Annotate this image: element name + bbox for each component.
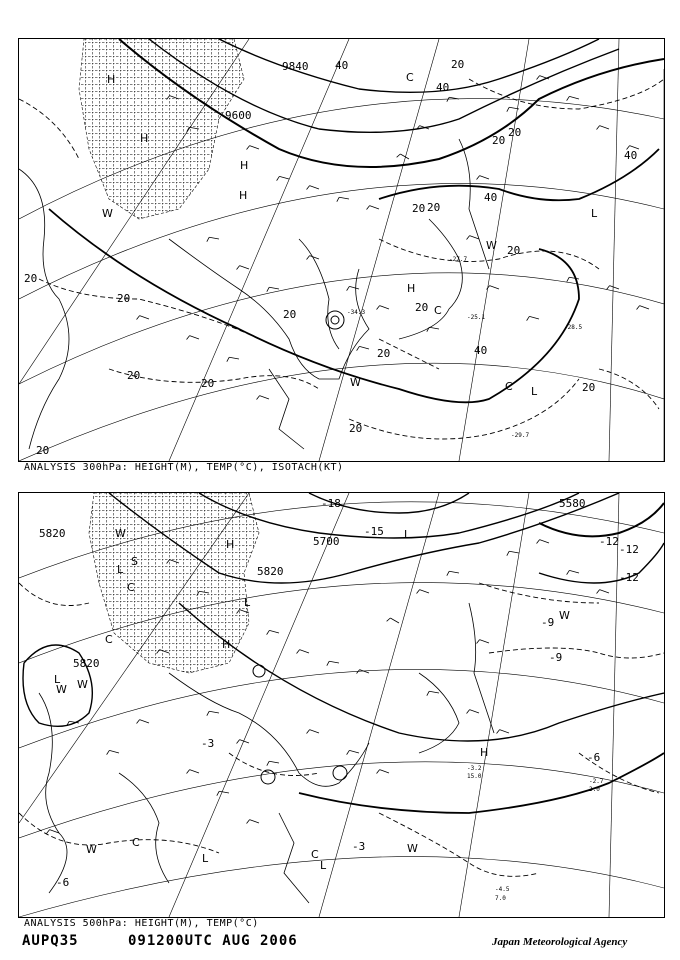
isotach-label: 20 — [507, 244, 521, 257]
wind-barb-flag — [447, 97, 449, 101]
center-mark: H — [239, 189, 248, 202]
height-label: 5820 — [73, 657, 100, 670]
center-mark: C — [127, 581, 135, 594]
wind-barb-flag — [597, 126, 600, 130]
wind-barb-flag — [227, 357, 229, 361]
isotach-label: 20 — [415, 301, 429, 314]
wind-barb — [400, 154, 409, 159]
isotach-label: 20 — [377, 347, 391, 360]
wind-barb — [310, 730, 319, 733]
wind-barb-flag — [467, 710, 470, 714]
wind-barb-flag — [137, 720, 140, 724]
wind-barb — [250, 146, 259, 149]
wind-barb-flag — [377, 306, 380, 310]
isotach-label: 20 — [412, 202, 426, 215]
height-label: 9840 — [282, 60, 309, 73]
isotach-label: 20 — [508, 126, 522, 139]
wind-barb — [329, 661, 339, 663]
wind-barb — [190, 336, 199, 339]
terrain-hatch — [89, 493, 259, 673]
wind-barb-flag — [607, 286, 610, 290]
wind-barb-flag — [527, 316, 530, 320]
wind-barb — [480, 176, 489, 179]
isotach-label: 40 — [335, 59, 349, 72]
wind-barb-flag — [567, 570, 570, 574]
wind-barb-flag — [357, 346, 360, 350]
center-mark: W — [102, 207, 113, 220]
wind-barb — [349, 750, 359, 753]
wind-barb-flag — [337, 197, 339, 201]
wind-barb — [540, 540, 549, 543]
center-mark: C — [434, 304, 442, 317]
wind-barb — [500, 730, 509, 733]
wind-barb-flag — [507, 107, 509, 111]
map-panel-500hpa — [18, 492, 665, 918]
center-mark: H — [140, 132, 149, 145]
wind-barb-flag — [307, 730, 310, 734]
center-mark: L — [404, 528, 411, 541]
wind-barb — [640, 306, 649, 309]
isotach-label: 20 — [283, 308, 297, 321]
isotach-label: 40 — [484, 191, 498, 204]
wind-barb — [529, 316, 539, 319]
wind-barb — [569, 96, 579, 99]
wind-barb-flag — [477, 640, 480, 644]
station-value: 15.0 — [467, 773, 482, 780]
isotach-label: 20 — [582, 381, 596, 394]
wind-barb-flag — [257, 396, 260, 400]
agency-credit: Japan Meteorological Agency — [492, 936, 628, 948]
isotach-label: 40 — [474, 344, 488, 357]
center-mark: C — [505, 380, 513, 393]
wind-barb-flag — [427, 691, 429, 695]
center-mark: L — [202, 852, 209, 865]
station-value: -3.2 — [467, 765, 482, 772]
isotach-label: 20 — [117, 292, 131, 305]
temp-label: -12 — [619, 543, 639, 556]
wind-barb — [429, 691, 439, 693]
center-mark: H — [226, 538, 235, 551]
center-mark: C — [406, 71, 414, 84]
wind-barb-flag — [427, 327, 429, 331]
temp-label: -9 — [541, 616, 555, 629]
wind-barb-flag — [247, 146, 250, 150]
wind-barb — [209, 237, 219, 239]
center-mark: W — [86, 843, 97, 856]
station-value: -29.7 — [511, 432, 530, 439]
station-value: 2.0 — [589, 786, 600, 793]
height-label: 9600 — [225, 109, 252, 122]
caption-500hpa: ANALYSIS 500hPa: HEIGHT(M), TEMP(°C) — [24, 918, 259, 929]
wind-barb — [490, 286, 499, 289]
isotach-label: 40 — [624, 149, 638, 162]
center-mark: H — [222, 638, 231, 651]
temp-label: -15 — [364, 525, 384, 538]
center-mark: L — [54, 673, 61, 686]
wind-barb-flag — [277, 176, 280, 180]
wind-barb — [349, 286, 359, 289]
wind-barb — [600, 126, 609, 129]
wind-barb-flag — [377, 770, 380, 774]
wind-barb-flag — [537, 76, 540, 80]
wind-barb-flag — [507, 551, 509, 555]
station-value: 7.0 — [495, 895, 506, 902]
center-mark: W — [115, 527, 126, 540]
center-mark: L — [244, 596, 251, 609]
coastlines — [19, 139, 489, 449]
wind-barb — [509, 551, 519, 553]
wind-barb-flag — [497, 730, 500, 734]
wind-barb — [380, 306, 389, 309]
isotach-label: 20 — [451, 58, 465, 71]
wind-barb-flag — [137, 316, 140, 320]
isotach-label: 20 — [36, 444, 50, 457]
wind-barb — [359, 346, 369, 349]
wind-barb — [429, 327, 439, 329]
wind-barb — [470, 236, 479, 239]
temp-label: -18 — [321, 497, 341, 510]
wind-barb — [569, 277, 579, 279]
circled-station — [326, 311, 344, 329]
temp-label: -3 — [201, 737, 215, 750]
wind-barb — [310, 256, 319, 259]
isotach-label: 20 — [201, 377, 215, 390]
wind-barb-flag — [207, 237, 209, 241]
wind-barb-flag — [187, 336, 190, 340]
wind-barb — [380, 770, 389, 773]
wind-barb — [339, 197, 349, 199]
wind-barb — [269, 630, 279, 633]
wind-barb — [219, 791, 229, 793]
wind-barb-flag — [217, 791, 219, 795]
station-value: -27.7 — [449, 256, 468, 263]
wind-barb-flag — [477, 176, 480, 180]
wind-barb-flag — [307, 186, 310, 190]
wind-barb — [420, 590, 429, 593]
wind-barb-flag — [307, 256, 310, 260]
map-canvas-300hpa — [19, 39, 664, 461]
wind-barb — [610, 286, 619, 289]
center-mark: L — [591, 207, 598, 220]
wind-barb-flag — [107, 750, 110, 754]
center-mark: C — [105, 633, 113, 646]
wind-barb-flag — [397, 154, 401, 157]
wind-barb — [300, 650, 309, 653]
wind-barb-flag — [207, 711, 209, 715]
center-mark: W — [350, 376, 361, 389]
temp-label: -9 — [549, 651, 563, 664]
isotach-label: 20 — [24, 272, 38, 285]
center-mark: H — [480, 746, 489, 759]
center-mark: W — [77, 678, 88, 691]
wind-barb-flag — [567, 96, 570, 100]
wind-barb-flag — [237, 740, 240, 744]
wind-barb — [260, 396, 269, 399]
wind-barb — [370, 206, 379, 209]
wind-barb-flag — [47, 830, 50, 834]
temp-label: -3 — [352, 840, 366, 853]
station-value: -34.3 — [347, 309, 366, 316]
isotach-label: 40 — [436, 81, 450, 94]
wind-barb — [140, 316, 149, 319]
station-values — [467, 765, 604, 902]
wind-barb-flag — [267, 761, 269, 765]
wind-barb — [569, 570, 579, 573]
center-mark: S — [131, 555, 138, 568]
wind-barb-flag — [237, 266, 240, 270]
height-label: 5580 — [559, 497, 586, 510]
isotach-label: 20 — [492, 134, 506, 147]
temp-label: -12 — [599, 535, 619, 548]
center-mark: H — [240, 159, 249, 172]
wind-barb-flag — [597, 590, 600, 594]
isotach-label: 20 — [349, 422, 363, 435]
wind-barb-flag — [247, 820, 250, 824]
wind-barb — [209, 711, 219, 713]
wind-barb-flag — [347, 750, 350, 754]
wind-barb-flag — [387, 618, 391, 621]
wind-barb-flag — [267, 630, 270, 634]
caption-300hpa: ANALYSIS 300hPa: HEIGHT(M), TEMP(°C), ISOTACH(KT) — [24, 462, 344, 473]
temp-label: -12 — [619, 571, 639, 584]
wind-barb — [480, 640, 489, 643]
center-mark: H — [107, 73, 116, 86]
wind-barb — [600, 590, 609, 593]
wind-barb-flag — [267, 287, 269, 291]
center-mark: W — [559, 609, 570, 622]
chart-datetime: 091200UTC AUG 2006 — [128, 933, 298, 949]
center-mark: W — [486, 239, 497, 252]
wind-barb — [310, 186, 319, 189]
wind-barb-flag — [637, 306, 640, 310]
center-mark: C — [132, 836, 140, 849]
map-panel-300hpa — [18, 38, 665, 462]
chart-code: AUPQ35 — [22, 933, 79, 949]
height-label: 5820 — [39, 527, 66, 540]
wind-barb-flag — [187, 770, 190, 774]
wind-barb-flag — [297, 650, 300, 654]
center-mark: W — [407, 842, 418, 855]
height-label: 5820 — [257, 565, 284, 578]
wind-barb — [240, 266, 249, 269]
wind-barb — [109, 750, 119, 753]
wind-barb — [269, 761, 279, 763]
station-value: -28.5 — [564, 324, 583, 331]
wind-barb-flag — [447, 571, 449, 575]
wind-barb — [449, 571, 459, 573]
center-mark: C — [311, 848, 319, 861]
terrain-hatch — [79, 39, 244, 219]
isotach-label: 20 — [127, 369, 141, 382]
station-value: -2.7 — [589, 778, 604, 785]
map-canvas-500hpa — [19, 493, 664, 917]
station-value: -4.5 — [495, 886, 510, 893]
temp-label: -6 — [56, 876, 70, 889]
station-value: -25.1 — [467, 314, 486, 321]
center-mark: L — [531, 385, 538, 398]
wind-barb — [390, 618, 399, 623]
wind-barb — [279, 176, 289, 179]
wind-barb-flag — [327, 661, 329, 665]
wind-barb-flag — [467, 236, 470, 240]
wind-barb — [250, 820, 259, 823]
temp-label: -6 — [587, 751, 601, 764]
wind-barb — [229, 357, 239, 359]
center-mark: H — [407, 282, 416, 295]
wind-barb-flag — [567, 277, 569, 281]
wind-barb-flag — [417, 590, 420, 594]
center-mark: L — [320, 859, 327, 872]
wind-barb — [140, 720, 149, 723]
wind-barb — [269, 287, 279, 289]
wind-barb-flag — [537, 540, 540, 544]
wind-barb — [470, 710, 479, 713]
wind-barb-flag — [347, 286, 350, 290]
wind-barb-flag — [367, 206, 370, 210]
height-label: 5700 — [313, 535, 340, 548]
center-mark: W — [56, 683, 67, 696]
center-mark: L — [117, 563, 124, 576]
isotach-label: 20 — [427, 201, 441, 214]
wind-barb — [190, 770, 199, 773]
